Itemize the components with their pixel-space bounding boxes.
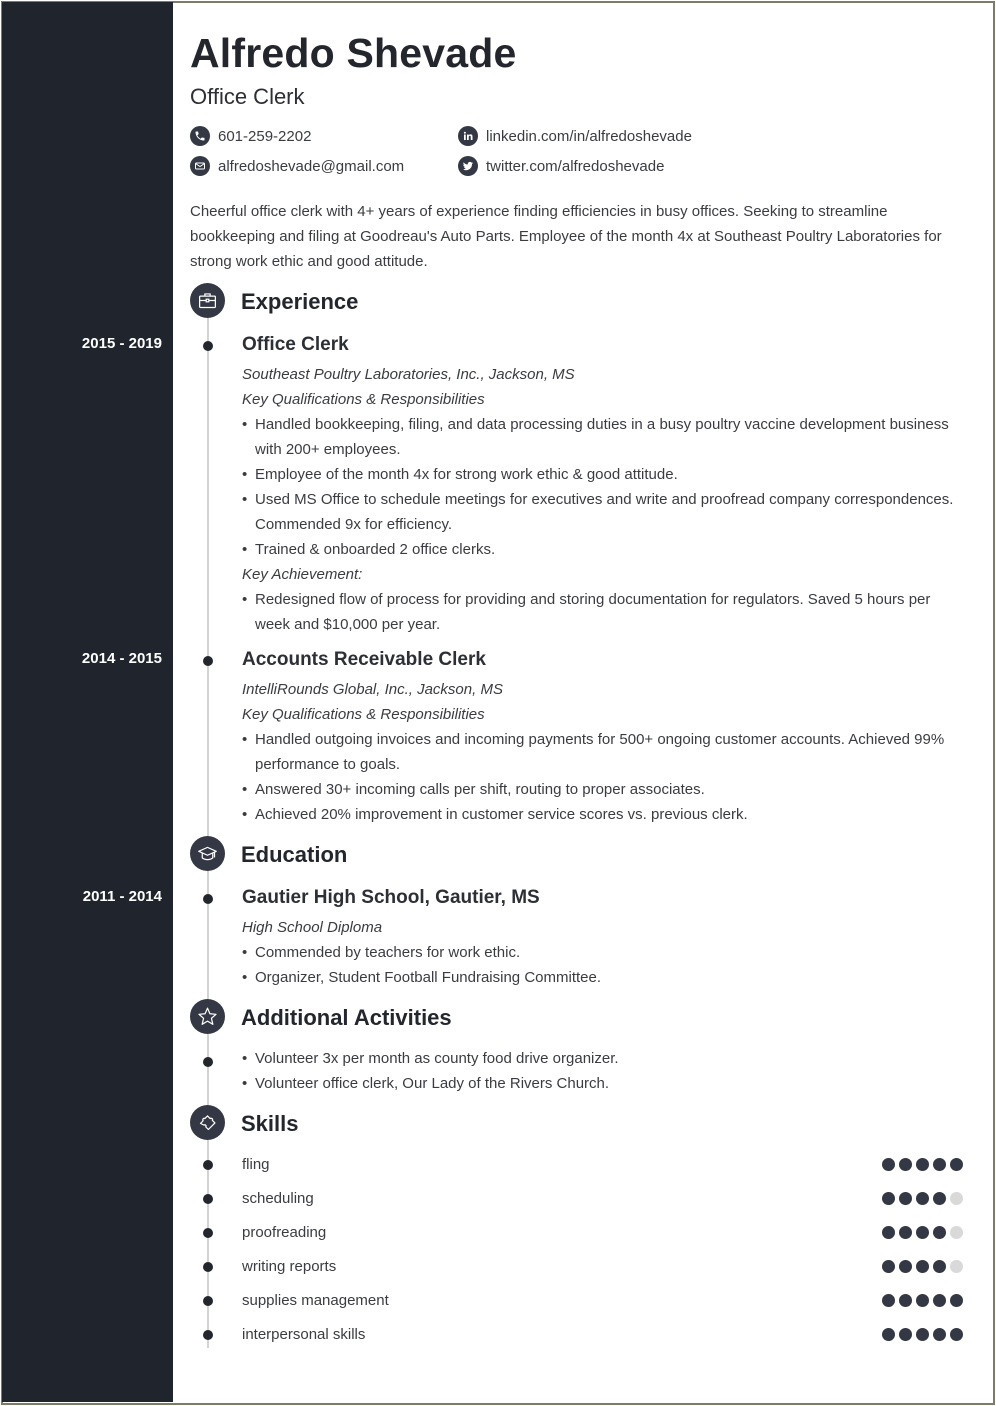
contact-twitter[interactable]: [458, 156, 664, 176]
qualifications-label: Key Qualifications & Responsibilities: [242, 391, 485, 408]
bullet-item: • Volunteer 3x per month as county food drive organizer.: [242, 1046, 962, 1071]
summary: Cheerful office clerk with 4+ years of experience finding efficiencies in busy offices. Seeking to streamline bookkeeping and filing at Goodreau's Auto Parts. Employee of the month 4x at Southeast Poultry Laboratories for strong work ethic and good attitude.: [190, 203, 942, 270]
timeline-line: [207, 1034, 209, 1108]
skill-rating: [882, 1294, 963, 1307]
bullet-item: • Handled bookkeeping, filing, and data processing duties in a busy poultry vaccine development business with 200+ employees.: [242, 412, 962, 462]
rating-dot-filled: [933, 1226, 946, 1239]
timeline-dot: [203, 1228, 213, 1238]
phone-icon: [190, 126, 210, 146]
timeline-dot: [203, 1330, 213, 1340]
skill-rating: [882, 1260, 963, 1273]
timeline-dot: [203, 1194, 213, 1204]
timeline-dot: [203, 1296, 213, 1306]
graduation-cap-icon: [190, 836, 225, 871]
rating-dot-filled: [933, 1294, 946, 1307]
puzzle-icon: [190, 1105, 225, 1140]
section-title-experience: Experience: [241, 289, 359, 314]
contact-email[interactable]: [190, 156, 404, 176]
bullet-item: • Handled outgoing invoices and incoming payments for 500+ ongoing customer accounts. Achieved 99% performance to goals.: [242, 727, 962, 777]
job-bullets: [242, 412, 962, 562]
timeline-dot: [203, 894, 213, 904]
job-company: IntelliRounds Global, Inc., Jackson, MS: [242, 681, 503, 698]
skill-name: writing reports: [242, 1258, 337, 1275]
rating-dot-filled: [899, 1294, 912, 1307]
education-bullets: [242, 940, 962, 990]
timeline-dot: [203, 1160, 213, 1170]
job-company: Southeast Poultry Laboratories, Inc., Jackson, MS: [242, 366, 575, 383]
contact-linkedin[interactable]: [458, 126, 692, 146]
rating-dot-filled: [933, 1260, 946, 1273]
bullet-item: • Trained & onboarded 2 office clerks.: [242, 537, 962, 562]
skill-rating: [882, 1226, 963, 1239]
rating-dot-filled: [950, 1158, 963, 1171]
rating-dot-filled: [916, 1260, 929, 1273]
briefcase-icon: [190, 283, 225, 318]
job-dates: 2014 - 2015: [81, 650, 162, 667]
rating-dot-filled: [916, 1192, 929, 1205]
email-icon: [190, 156, 210, 176]
achievement-bullets: [242, 587, 962, 637]
rating-dot-filled: [950, 1328, 963, 1341]
timeline-dot: [203, 1262, 213, 1272]
twitter-icon: [458, 156, 478, 176]
timeline-dot: [203, 341, 213, 351]
activities-bullets: [242, 1046, 962, 1096]
bullet-item: • Volunteer office clerk, Our Lady of the Rivers Church.: [242, 1071, 962, 1096]
rating-dot-filled: [899, 1226, 912, 1239]
rating-dot-filled: [882, 1192, 895, 1205]
degree: High School Diploma: [242, 919, 383, 936]
rating-dot-filled: [882, 1158, 895, 1171]
skill-name: fling: [242, 1156, 270, 1173]
rating-dot-filled: [882, 1294, 895, 1307]
bullet-item: • Used MS Office to schedule meetings for executives and write and proofread company correspondences. Commended 9x for efficiency.: [242, 487, 962, 537]
candidate-name: Alfredo Shevade: [190, 30, 517, 76]
bullet-item: • Answered 30+ incoming calls per shift, routing to proper associates.: [242, 777, 962, 802]
rating-dot-filled: [933, 1158, 946, 1171]
skill-name: proofreading: [242, 1224, 327, 1241]
bullet-item: • Redesigned flow of process for providing and storing documentation for regulators. Saved 5 hours per week and $10,000 per year.: [242, 587, 962, 637]
star-icon: [190, 999, 225, 1034]
skill-rating: [882, 1192, 963, 1205]
rating-dot-filled: [950, 1294, 963, 1307]
skill-rating: [882, 1328, 963, 1341]
school-name: Gautier High School, Gautier, MS: [242, 887, 540, 908]
bullet-item: • Achieved 20% improvement in customer service scores vs. previous clerk.: [242, 802, 962, 827]
job-title: Office Clerk: [242, 334, 349, 355]
rating-dot-filled: [916, 1294, 929, 1307]
rating-dot-filled: [882, 1328, 895, 1341]
section-title-education: Education: [241, 842, 348, 867]
achievement-label: Key Achievement:: [242, 566, 363, 583]
email-text: alfredoshevade@gmail.com: [218, 157, 405, 175]
linkedin-text: linkedin.com/in/alfredoshevade: [486, 127, 692, 145]
rating-dot-filled: [899, 1192, 912, 1205]
rating-dot-filled: [916, 1226, 929, 1239]
timeline-line: [207, 870, 209, 1002]
section-title-skills: Skills: [241, 1111, 299, 1136]
rating-dot-filled: [933, 1328, 946, 1341]
sidebar: [2, 2, 173, 1402]
phone-text: 601-259-2202: [218, 127, 312, 145]
job-bullets: [242, 727, 962, 827]
twitter-text: twitter.com/alfredoshevade: [486, 157, 665, 175]
timeline-dot: [203, 1057, 213, 1067]
rating-dot-filled: [916, 1158, 929, 1171]
candidate-role: Office Clerk: [190, 84, 305, 109]
qualifications-label: Key Qualifications & Responsibilities: [242, 706, 485, 723]
job-dates: 2015 - 2019: [81, 335, 162, 352]
bullet-item: • Organizer, Student Football Fundraising Committee.: [242, 965, 962, 990]
skill-name: supplies management: [242, 1292, 389, 1309]
contact-phone[interactable]: [190, 126, 311, 146]
rating-dot-filled: [882, 1260, 895, 1273]
rating-dot-filled: [882, 1226, 895, 1239]
linkedin-icon: [458, 126, 478, 146]
rating-dot-filled: [916, 1328, 929, 1341]
timeline-dot: [203, 656, 213, 666]
job-title: Accounts Receivable Clerk: [242, 649, 486, 670]
rating-dot-empty: [950, 1260, 963, 1273]
timeline-line: [207, 318, 209, 838]
rating-dot-filled: [899, 1328, 912, 1341]
skill-name: scheduling: [242, 1190, 314, 1207]
bullet-item: • Employee of the month 4x for strong work ethic & good attitude.: [242, 462, 962, 487]
bullet-item: • Commended by teachers for work ethic.: [242, 940, 962, 965]
rating-dot-empty: [950, 1192, 963, 1205]
skill-name: interpersonal skills: [242, 1326, 366, 1343]
rating-dot-filled: [899, 1158, 912, 1171]
rating-dot-filled: [899, 1260, 912, 1273]
rating-dot-filled: [933, 1192, 946, 1205]
section-title-activities: Additional Activities: [241, 1005, 452, 1030]
education-dates: 2011 - 2014: [82, 888, 162, 905]
rating-dot-empty: [950, 1226, 963, 1239]
timeline-line: [207, 1140, 209, 1348]
skill-rating: [882, 1158, 963, 1171]
